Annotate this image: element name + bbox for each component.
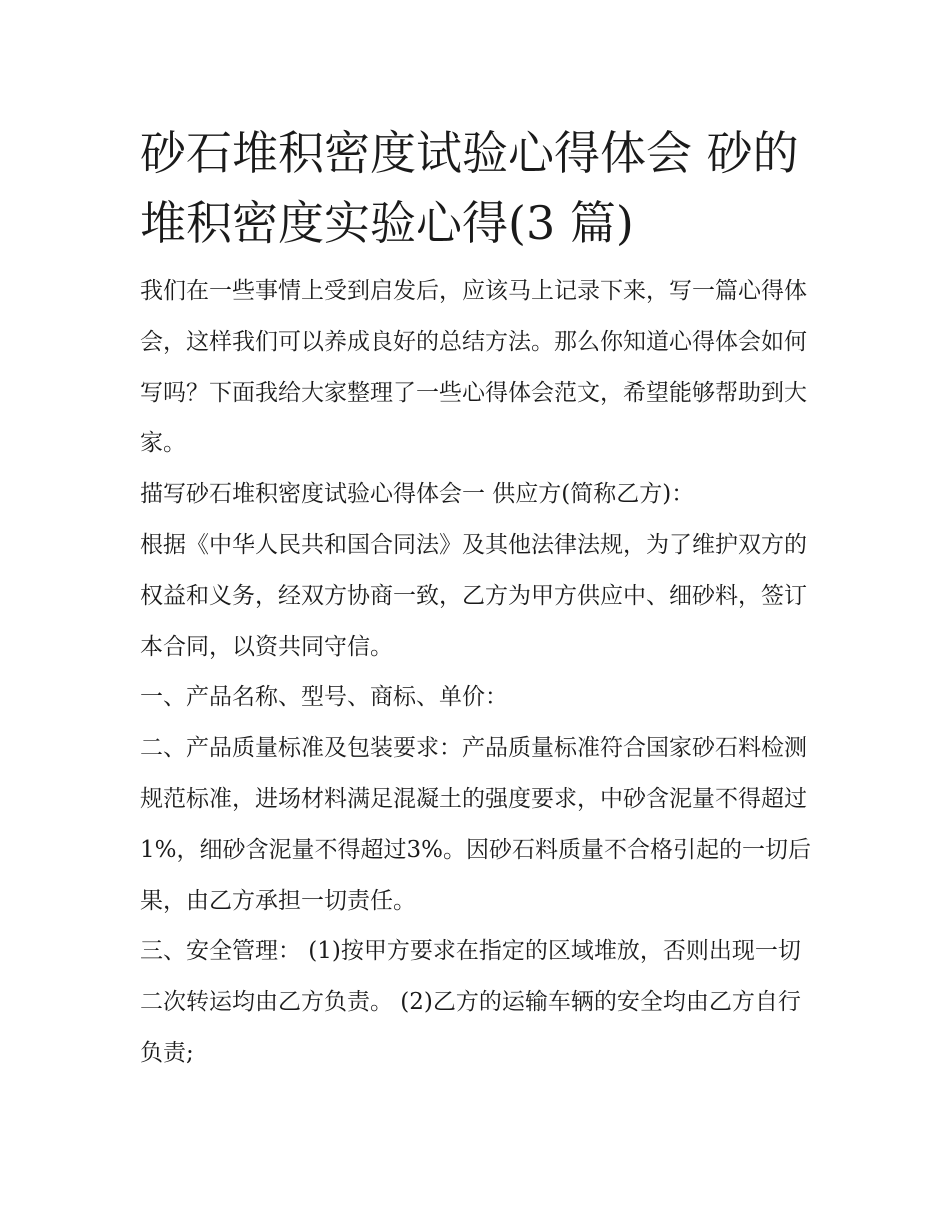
document-title: 砂石堆积密度试验心得体会 砂的堆积密度实验心得(3 篇) [140,126,799,250]
paragraph-contract-basis: 根据《中华人民共和国合同法》及其他法律法规，为了维护双方的权益和义务，经双方协商一致，乙方为甲方供应中、细砂料，签订本合同，以资共同守信。 [140,531,807,660]
paragraph-intro: 我们在一些事情上受到启发后，应该马上记录下来，写一篇心得体会，这样我们可以养成良好的总结方法。那么你知道心得体会如何写吗？下面我给大家整理了一些心得体会范文，希望能够帮助到大家。 [140,278,807,457]
paragraph-item-three: 三、安全管理： (1)按甲方要求在指定的区域堆放，否则出现一切二次转运均由乙方负责。 (2)乙方的运输车辆的安全均由乙方自行负责; [140,938,801,1066]
document-body [140,266,820,1079]
paragraph-section-heading: 描写砂石堆积密度试验心得体会一 供应方(简称乙方)： [140,481,695,508]
paragraph-item-two: 二、产品质量标准及包装要求：产品质量标准符合国家砂石料检测规范标准，进场材料满足混凝土的强度要求，中砂含泥量不得超过1%，细砂含泥量不得超过3%。因砂石料质量不合格引起的一切后果，由乙方承担一切责任。 [140,735,811,914]
document-page [140,118,820,1079]
paragraph-item-one: 一、产品名称、型号、商标、单价： [140,684,508,711]
